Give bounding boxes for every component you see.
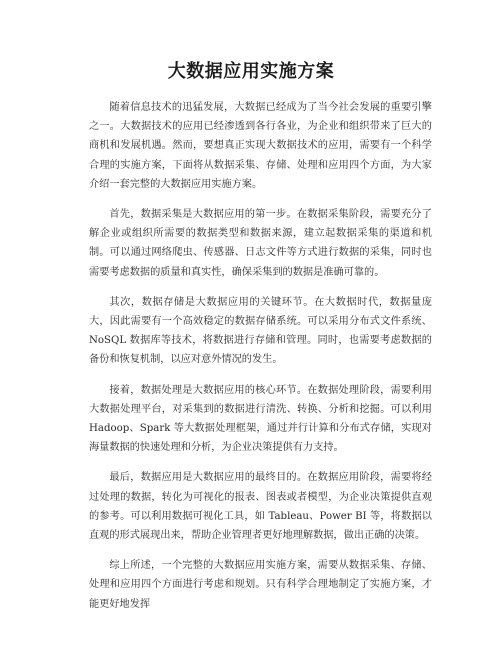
paragraph-data-collection: 首先，数据采集是大数据应用的第一步。在数据采集阶段，需要充分了解企业或组织所需要的数据类型和数据来源，建立起数据采集的渠道和机制。可以通过网络爬虫、传感器、日志文件等方式进行数据的采集，同时也需要考虑数据的质量和真实性，确保采集到的数据是准确可靠的。 [89, 209, 432, 278]
document-title: 大数据应用实施方案 [167, 61, 335, 82]
paragraph-summary: 综上所述，一个完整的大数据应用实施方案，需要从数据采集、存储、处理和应用四个方面进行考虑和规划。只有科学合理地制定了实施方案，才能更好地发挥 [89, 560, 432, 610]
paragraph-data-storage: 其次，数据存储是大数据应用的关键环节。在大数据时代，数据量庞大，因此需要有一个高效稳定的数据存储系统。可以采用分布式文件系统、NoSQL 数据库等技术，将数据进行存储和管理。同时，也需要考虑数据的备份和恢复机制，以应对意外情况的发生。 [89, 296, 432, 366]
paragraph-data-processing: 接着，数据处理是大数据应用的核心环节。在数据处理阶段，需要利用大数据处理平台，对采集到的数据进行清洗、转换、分析和挖掘。可以利用 Hadoop、Spark 等大数据处理框架，通过并行计算和分布式存储，实现对海量数据的快速处理和分析，为企业决策提供有力支持。 [89, 384, 432, 454]
paragraph-intro: 随着信息技术的迅猛发展，大数据已经成为了当今社会发展的重要引擎之一。大数据技术的应用已经渗透到各行各业，为企业和组织带来了巨大的商机和发展机遇。然而，要想真正实现大数据技术的应用，需要有一个科学合理的实施方案，下面将从数据采集、存储、处理和应用四个方面，为大家介绍一套完整的大数据应用实施方案。 [89, 102, 432, 190]
document-body [89, 98, 432, 625]
paragraph-data-application: 最后，数据应用是大数据应用的最终目的。在数据应用阶段，需要将经过处理的数据，转化为可视化的报表、图表或者模型，为企业决策提供直观的参考。可以利用数据可视化工具，如 Tableau、Power BI 等，将数据以直观的形式展现出来，帮助企业管理者更好地理解数据，做出正确的决策。 [89, 472, 432, 542]
